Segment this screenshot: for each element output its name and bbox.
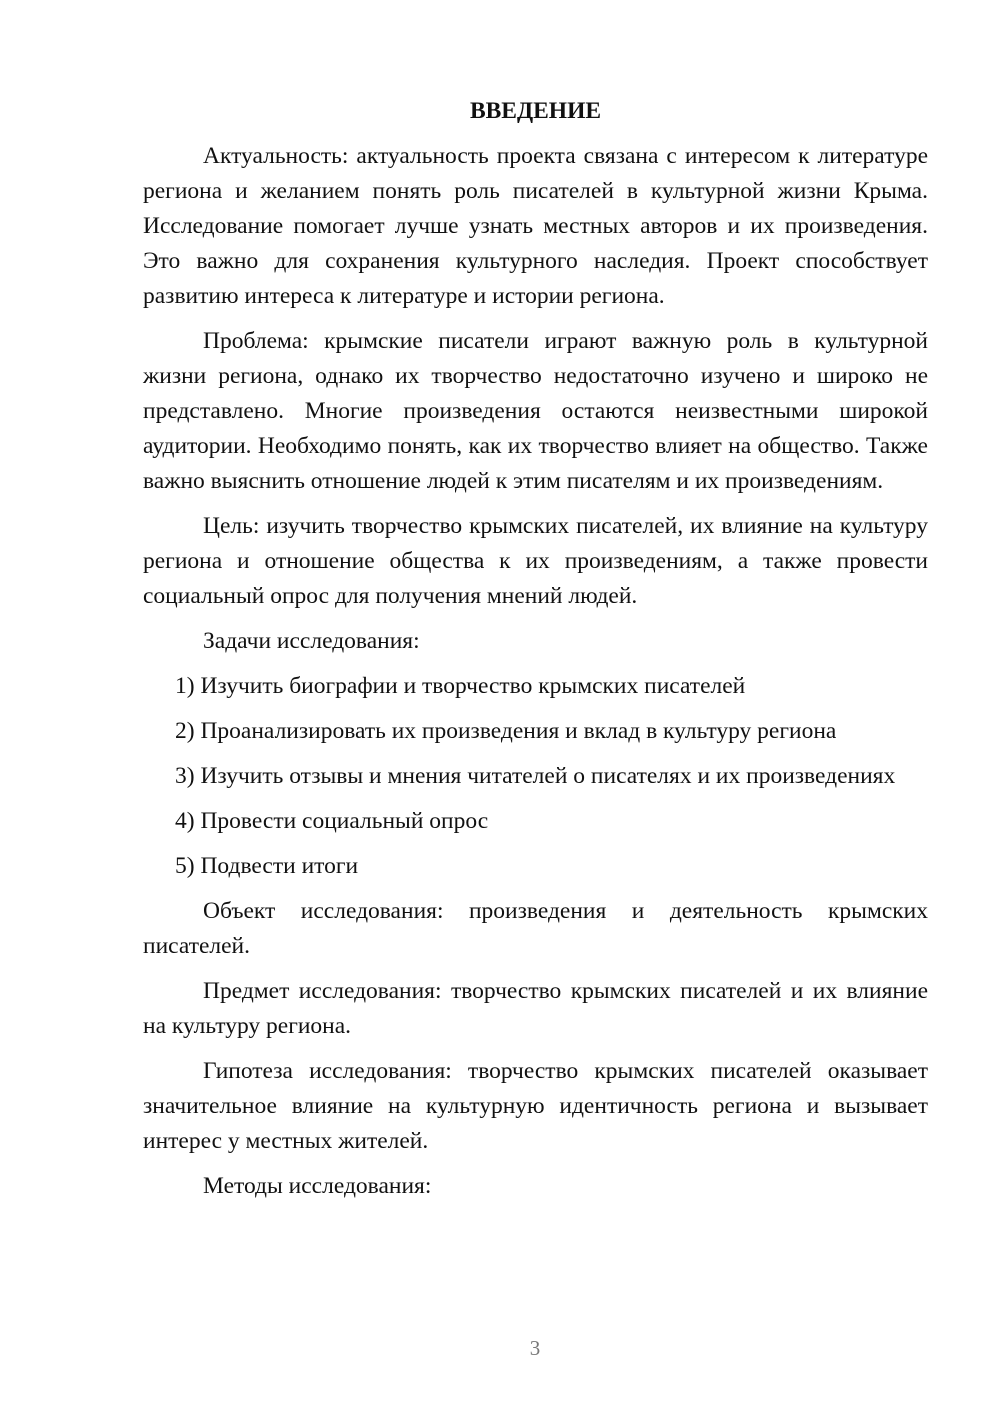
paragraph-object: Объект исследования: произведения и деятельность крымских писателей. xyxy=(143,898,928,959)
paragraph-problem: Проблема: крымские писатели играют важную роль в культурной жизни региона, однако их творчество недостаточно изучено и широко не представлено. Многие произведения остаются неизвестными широкой аудитории. Необходимо понять, как их творчество влияет на общество. Также важно выяснить отношение людей к этим писателям и их произведениям. xyxy=(143,328,928,494)
page-content xyxy=(143,94,928,1214)
paragraph-methods-intro: Методы исследования: xyxy=(203,1173,432,1199)
task-item-5: 5) Подвести итоги xyxy=(175,853,359,879)
task-item-4: 4) Провести социальный опрос xyxy=(175,808,489,834)
page-number: 3 xyxy=(529,1336,541,1360)
paragraph-goal: Цель: изучить творчество крымских писателей, их влияние на культуру региона и отношение общества к их произведениям, а также провести социальный опрос для получения мнений людей. xyxy=(143,513,928,609)
paragraph-tasks-intro: Задачи исследования: xyxy=(203,628,420,654)
task-item-1: 1) Изучить биографии и творчество крымских писателей xyxy=(175,673,746,699)
tasks-list xyxy=(143,669,928,884)
task-item-3: 3) Изучить отзывы и мнения читателей о писателях и их произведениях xyxy=(175,763,896,789)
paragraph-hypothesis: Гипотеза исследования: творчество крымских писателей оказывает значительное влияние на культурную идентичность региона и вызывает интерес у местных жителей. xyxy=(143,1058,928,1154)
task-item-2: 2) Проанализировать их произведения и вклад в культуру региона xyxy=(175,718,837,744)
paragraph-relevance: Актуальность: актуальность проекта связана с интересом к литературе региона и желанием понять роль писателей в культурной жизни Крыма. Исследование помогает лучше узнать местных авторов и их произведения. Это важно для сохранения культурного наследия. Проект способствует развитию интереса к литературе и истории региона. xyxy=(143,143,928,309)
paragraph-subject: Предмет исследования: творчество крымских писателей и их влияние на культуру региона. xyxy=(143,978,928,1039)
section-heading: ВВЕДЕНИЕ xyxy=(469,98,602,124)
